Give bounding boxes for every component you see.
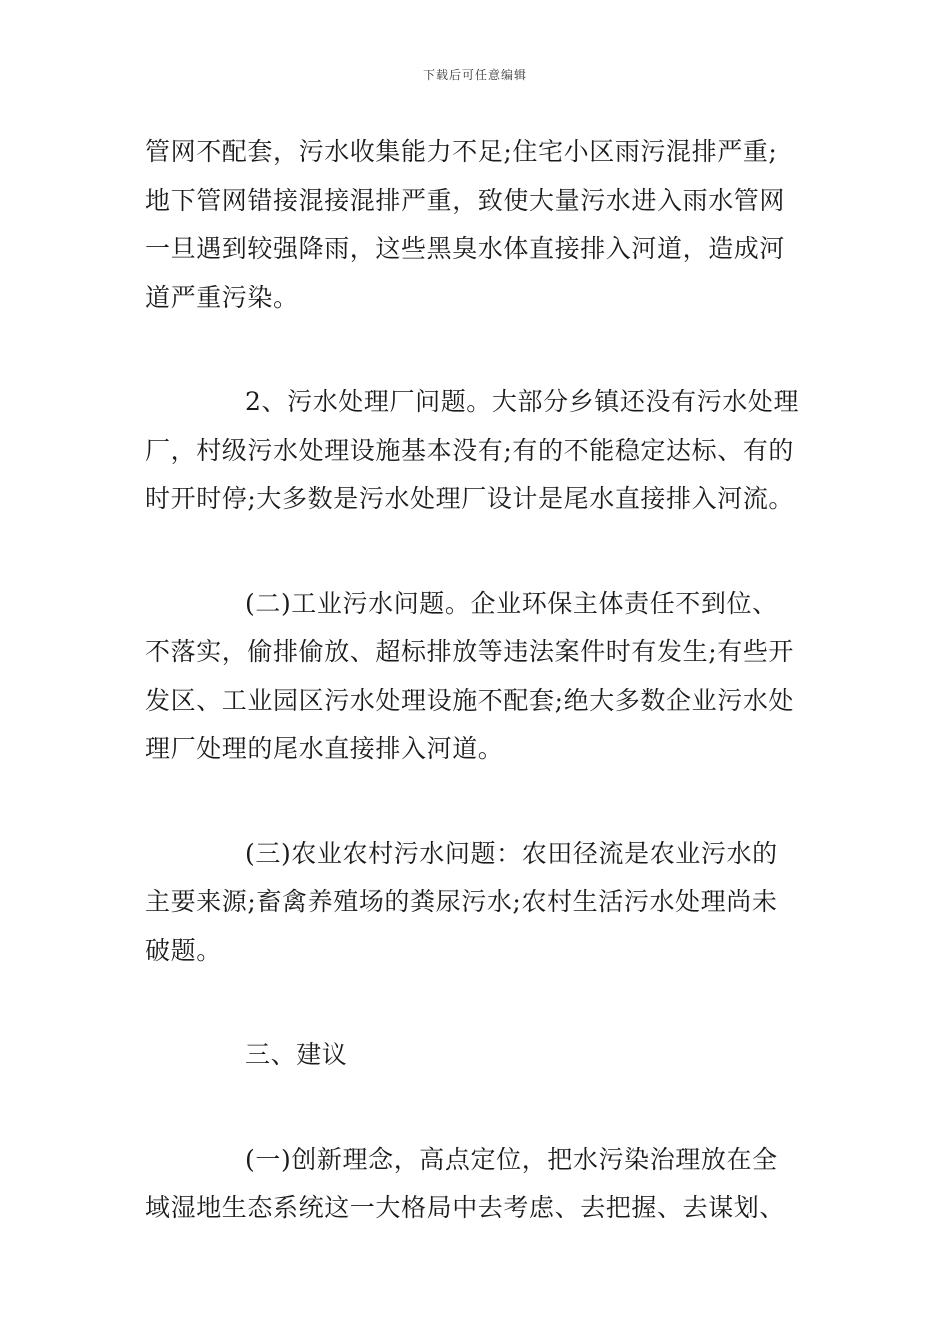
text-line: (三)农业农村污水问题：农田径流是农业污水的 xyxy=(245,838,778,868)
text-line: 2、污水处理厂问题。大部分乡镇还没有污水处理 xyxy=(245,387,800,416)
paragraph-treatment-plant xyxy=(145,378,810,524)
text-line: 一旦遇到较强降雨，这些黑臭水体直接排入河道，造成河 xyxy=(145,234,786,263)
text-line: 理厂处理的尾水直接排入河道。 xyxy=(145,734,504,763)
text-line: 不落实，偷排偷放、超标排放等违法案件时有发生;有些开 xyxy=(145,637,795,666)
paragraph-industrial-sewage xyxy=(145,580,810,774)
document-body xyxy=(145,128,810,1233)
paragraph-gap xyxy=(145,322,810,378)
paragraph-gap xyxy=(145,975,810,1031)
paragraph-innovation xyxy=(145,1136,810,1233)
text-line: (二)工业污水问题。企业环保主体责任不到位、 xyxy=(245,588,778,618)
section-heading-suggestions xyxy=(145,1031,810,1080)
text-line: 破题。 xyxy=(145,935,222,965)
text-line: 主要来源;畜禽养殖场的粪尿污水;农村生活污水处理尚未 xyxy=(145,887,778,916)
text-line: (一)创新理念，高点定位，把水污染治理放在全 xyxy=(245,1144,778,1174)
text-line: 厂，村级污水处理设施基本没有;有的不能稳定达标、有的 xyxy=(145,435,795,465)
text-line: 发区、工业园区污水处理设施不配套;绝大多数企业污水处 xyxy=(145,685,795,715)
paragraph-agricultural-sewage xyxy=(145,830,810,976)
paragraph-gap xyxy=(145,774,810,830)
paragraph-drainage-network xyxy=(145,128,810,322)
page-header: 下载后可任意编辑 xyxy=(422,68,527,82)
section-heading: 三、建议 xyxy=(245,1040,348,1069)
text-line: 管网不配套，污水收集能力不足;住宅小区雨污混排严重; xyxy=(145,137,778,166)
text-line: 道严重污染。 xyxy=(145,282,299,312)
paragraph-gap xyxy=(145,524,810,580)
text-line: 地下管网错接混接混排严重，致使大量污水进入雨水管网 xyxy=(145,185,786,215)
text-line: 域湿地生态系统这一大格局中去考虑、去把握、去谋划、 xyxy=(145,1193,786,1222)
paragraph-gap xyxy=(145,1080,810,1136)
text-line: 时开时停;大多数是污水处理厂设计是尾水直接排入河流。 xyxy=(145,484,795,513)
